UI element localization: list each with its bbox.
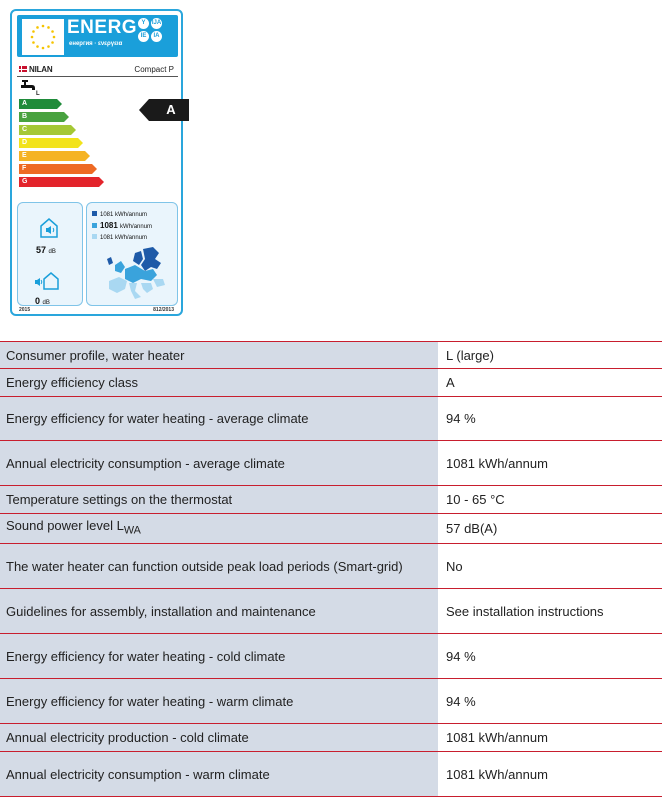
table-row: [0, 441, 662, 486]
label-year: 2015: [19, 307, 31, 313]
scale-bar-b: B: [19, 112, 64, 122]
spec-value: 10 - 65 °C: [438, 486, 662, 514]
spec-value: 94 %: [438, 679, 662, 724]
table-row: [0, 679, 662, 724]
scale-bar-f: F: [19, 164, 92, 174]
energy-label: [10, 9, 183, 316]
spec-value: 57 dB(A): [438, 514, 662, 544]
eu-star-icon: [42, 47, 45, 50]
eu-star-icon: [32, 41, 35, 44]
scale-bar-g: G: [19, 177, 99, 187]
spec-label: Sound power level $L_{WA}$: [0, 514, 438, 544]
table-row: [0, 514, 662, 544]
spec-label: Annual electricity consumption - average climate: [0, 441, 438, 486]
table-row: [0, 752, 662, 797]
eu-star-icon: [36, 45, 39, 48]
consumption-average: 1081 kWh/annum: [92, 221, 152, 230]
spec-value: L (large): [438, 342, 662, 369]
spec-label: The water heater can function outside peak load periods (Smart-grid): [0, 544, 438, 589]
eu-star-icon: [36, 26, 39, 29]
scale-bar-a: A: [19, 99, 57, 109]
outdoor-sound-level: 0 dB: [35, 296, 50, 306]
lang-badge: Y: [138, 18, 149, 29]
europe-map-icon: [95, 245, 171, 303]
divider: [17, 76, 178, 77]
eu-star-icon: [47, 45, 50, 48]
climate-map-panel: [86, 202, 178, 306]
spec-value: 1081 kWh/annum: [438, 752, 662, 797]
table-row: [0, 342, 662, 369]
eu-star-icon: [51, 30, 54, 33]
table-row: [0, 486, 662, 514]
spec-label: Energy efficiency for water heating - warm climate: [0, 679, 438, 724]
scale-bar-c: C: [19, 125, 71, 135]
label-regulation: 812/2013: [153, 307, 174, 313]
spec-value: A: [438, 369, 662, 397]
consumption-warm: 1081 kWh/annum: [92, 234, 147, 241]
eu-star-icon: [42, 25, 45, 28]
spec-value: 1081 kWh/annum: [438, 724, 662, 752]
danish-flag-icon: [19, 66, 27, 72]
spec-value: 94 %: [438, 397, 662, 441]
eu-star-icon: [32, 30, 35, 33]
energy-word: ENERG: [67, 17, 138, 38]
outdoor-sound-icon: [32, 269, 62, 293]
lang-badge: IJA: [151, 18, 162, 29]
tap-size: L: [36, 91, 40, 97]
spec-label: Consumer profile, water heater: [0, 342, 438, 369]
spec-value: 1081 kWh/annum: [438, 441, 662, 486]
eu-star-icon: [31, 36, 34, 39]
table-row: [0, 369, 662, 397]
lang-badge: IE: [138, 31, 149, 42]
rated-class-arrow: A: [149, 99, 189, 121]
spec-label: Guidelines for assembly, installation and maintenance: [0, 589, 438, 634]
sound-panel: [17, 202, 83, 306]
eu-flag-icon: [22, 19, 64, 55]
eu-star-icon: [51, 41, 54, 44]
eu-star-icon: [53, 36, 56, 39]
lang-badge: IA: [151, 31, 162, 42]
spec-label: Energy efficiency for water heating - average climate: [0, 397, 438, 441]
spec-label: Temperature settings on the thermostat: [0, 486, 438, 514]
table-row: [0, 634, 662, 679]
spec-label-subscript: WA: [123, 524, 141, 537]
table-row: [0, 397, 662, 441]
spec-value: See installation instructions: [438, 589, 662, 634]
table-row: [0, 589, 662, 634]
spec-label: Annual electricity consumption - warm climate: [0, 752, 438, 797]
energy-label-header: [17, 15, 178, 57]
scale-bar-e: E: [19, 151, 85, 161]
spec-label: Annual electricity production - cold climate: [0, 724, 438, 752]
spec-value: 94 %: [438, 634, 662, 679]
brand-logo: NILAN: [19, 65, 52, 74]
table-row: [0, 544, 662, 589]
tap-icon: [20, 79, 36, 95]
spec-label: Energy efficiency class: [0, 369, 438, 397]
energy-subtitle: енергия · ενεργεια: [69, 41, 123, 47]
indoor-sound-icon: [38, 216, 60, 240]
specifications-table: [0, 341, 662, 797]
indoor-sound-level: 57 dB: [36, 245, 56, 255]
table-row: [0, 724, 662, 752]
spec-label: Energy efficiency for water heating - cold climate: [0, 634, 438, 679]
consumption-cold: 1081 kWh/annum: [92, 211, 147, 218]
model-name: Compact P: [134, 65, 174, 74]
eu-star-icon: [47, 26, 50, 29]
scale-bar-d: D: [19, 138, 78, 148]
spec-value: No: [438, 544, 662, 589]
